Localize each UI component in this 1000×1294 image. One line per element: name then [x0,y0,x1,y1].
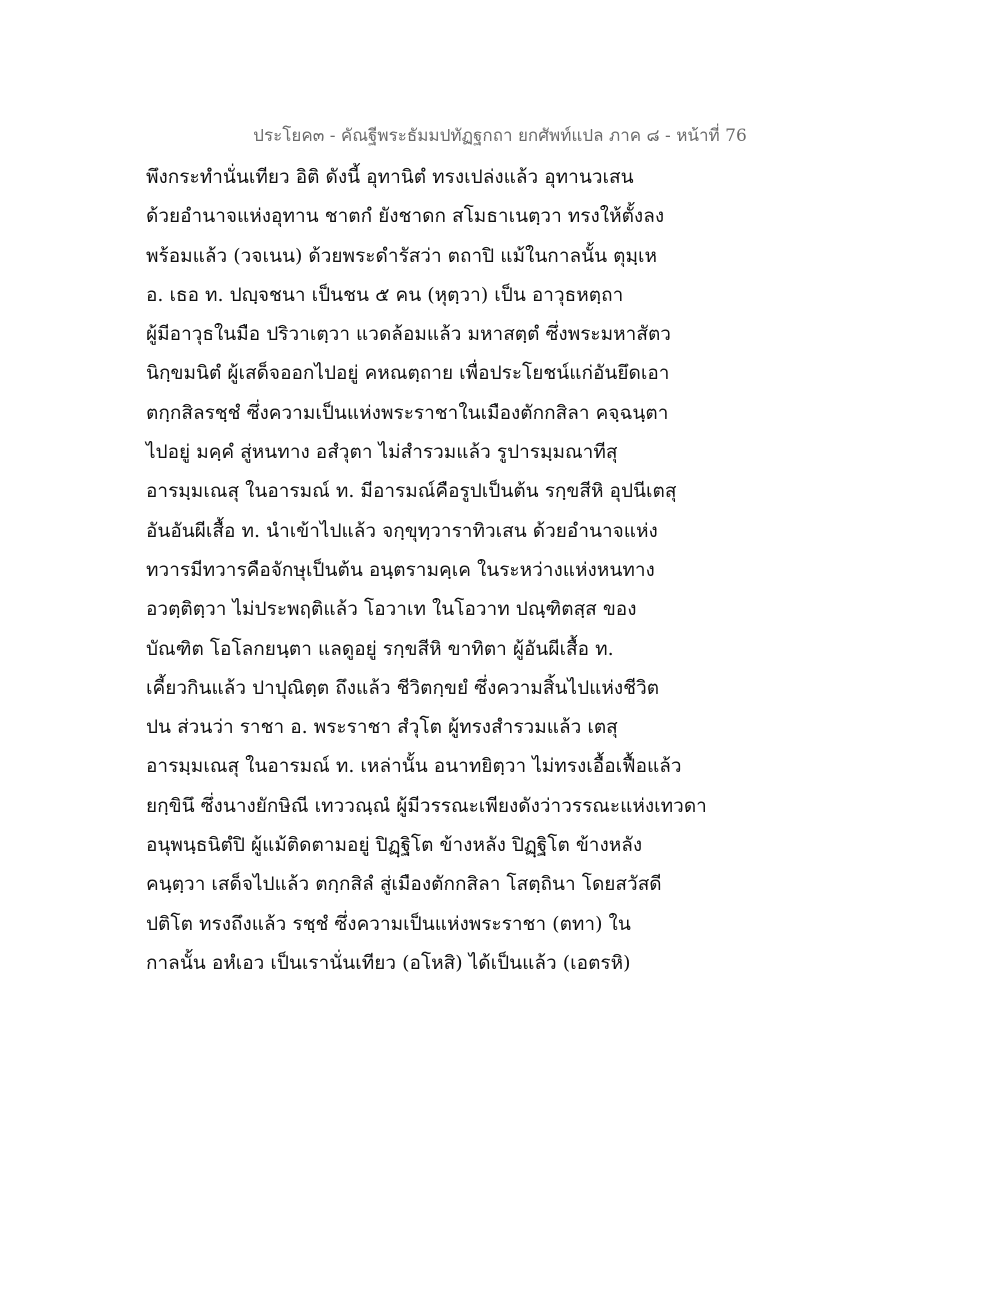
running-head-text: ประโยค๓ - คัณฐีพระธัมมปทัฏฐกถา ยกศัพท์แปล ภาค ๘ - หน้าที่ 76 [253,126,747,146]
text-line: อวตฺติตฺวา ไม่ประพฤติแล้ว โอวาเท ในโอวาท ปณฺฑิตสฺส ของ [146,598,637,621]
text-line: อนุพนฺธนิตํปิ ผู้แม้ติดตามอยู่ ปิฏฺฐิโต ข้างหลัง ปิฏฺฐิโต ข้างหลัง [146,834,643,857]
text-line: เคี้ยวกินแล้ว ปาปุณิตฺต ถึงแล้ว ชีวิตกฺขยํ ซึ่งความสิ้นไปแห่งชีวิต [146,676,660,699]
text-line: กาลนั้น อหํเอว เป็นเรานั่นเทียว (อโหสิ) ได้เป็นแล้ว (เอตรหิ) [146,951,631,974]
text-line: อ. เธอ ท. ปญฺจชนา เป็นชน ๕ คน (หุตฺวา) เป็น อาวุธหตฺถา [146,283,624,306]
text-line: พึงกระทำนั่นเทียว อิติ ดังนี้ อุทานิตํ ทรงเปล่งแล้ว อุทานวเสน [146,166,634,188]
text-line: คนฺตฺวา เสด็จไปแล้ว ตกฺกสิลํ สู่เมืองตักกสิลา โสตฺถินา โดยสวัสดี [146,873,662,896]
text-line: ไปอยู่ มคฺคํ สู่หนทาง อสํวุตา ไม่สำรวมแล้ว รูปารมฺมณาทีสุ [146,441,618,464]
text-line: ตกฺกสิลรชฺชํ ซึ่งความเป็นแห่งพระราชาในเมืองตักกสิลา คจฺฉนฺตา [146,401,669,424]
text-line: ด้วยอำนาจแห่งอุทาน ชาตกํ ยังชาดก สโมธาเนตฺวา ทรงให้ตั้งลง [146,205,665,228]
text-line: ปน ส่วนว่า ราชา อ. พระราชา สํวุโต ผู้ทรงสำรวมแล้ว เตสุ [146,716,618,739]
text-line: พร้อมแล้ว (วจเนน) ด้วยพระดำรัสว่า ตถาปิ แม้ในกาลนั้น ตุมฺเห [146,244,658,267]
body-text [146,158,706,983]
text-line: ผู้มีอาวุธในมือ ปริวาเตฺวา แวดล้อมแล้ว มหาสตฺตํ ซึ่งพระมหาสัตว [146,323,671,346]
text-line: ยกฺขินึ ซึ่งนางยักษิณี เทววณฺณํ ผู้มีวรรณะเพียงดังว่าวรรณะแห่งเทวดา [146,794,707,817]
text-line: ทวารมีทวารคือจักษุเป็นต้น อนฺตรามคฺเค ในระหว่างแห่งหนทาง [146,558,655,581]
text-line: อารมฺมเณสุ ในอารมณ์ ท. มีอารมณ์คือรูปเป็นต้น รกฺขสีหิ อุปนีเตสุ [146,480,677,503]
text-line: ปติโต ทรงถึงแล้ว รชฺชํ ซึ่งความเป็นแห่งพระราชา (ตทา) ใน [146,912,631,935]
text-line: นิกฺขมนิตํ ผู้เสด็จออกไปอยู่ คหณตฺถาย เพื่อประโยชน์แก่อันยึดเอา [146,362,670,385]
text-line: อันอันผีเสื้อ ท. นำเข้าไปแล้ว จกฺขุทฺวาราทิวเสน ด้วยอำนาจแห่ง [146,519,658,542]
text-line: อารมฺมเณสุ ในอารมณ์ ท. เหล่านั้น อนาทยิตฺวา ไม่ทรงเอื้อเฟื้อแล้ว [146,755,682,778]
running-header [0,122,1000,149]
text-line: บัณฑิต โอโลกยนฺตา แลดูอยู่ รกฺขสีหิ ขาทิตา ผู้อันผีเสื้อ ท. [146,637,614,660]
